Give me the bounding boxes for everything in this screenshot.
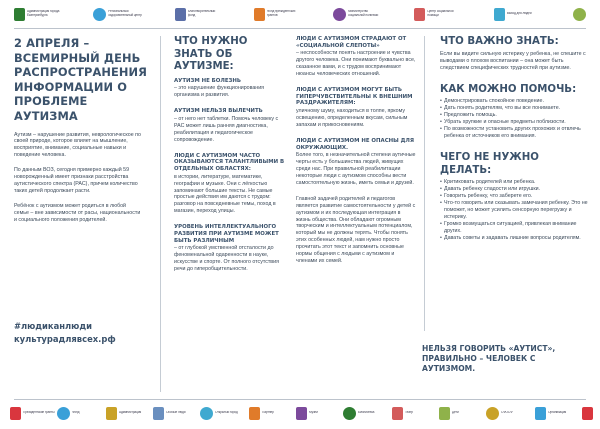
partner-logos-top — [0, 3, 600, 25]
hands-logo-icon — [573, 8, 586, 21]
fact-text: – неспособности понять настроение и чувства другого человека. Они понимают буквально все, сказанное вами, и с трудом воспринимают нюансы человеческих отношений. — [296, 50, 416, 78]
hashtag: #людиканлюди — [14, 321, 92, 331]
fact-block — [296, 196, 416, 265]
partner-logo — [486, 407, 535, 420]
center-logo-icon — [486, 407, 499, 420]
partner-logo-text: Региональный оздоровительный центр — [108, 10, 142, 17]
open-city-icon — [200, 407, 213, 420]
dont-heading: ЧЕГО НЕ НУЖНО ДЕЛАТЬ: — [440, 151, 539, 176]
partner-logo — [200, 407, 249, 420]
partner-logo-text: Организация — [548, 411, 567, 415]
fact-heading: АУТИЗМ НЕЛЬЗЯ ВЫЛЕЧИТЬ — [174, 108, 263, 115]
fact-block — [296, 36, 416, 78]
list-item: • Убрать хрупкие и опасные предметы поблизости. — [440, 119, 588, 126]
intro-paragraph: Ребёнок с аутизмом может родиться в любой семье – вне зависимости от расы, национальности и социального положения родителей. — [14, 202, 141, 223]
fact-block — [296, 138, 416, 187]
partner-logo — [333, 8, 382, 21]
partner-logo — [296, 407, 343, 420]
partner-logo-text: Особые люди — [166, 411, 186, 415]
facts-heading: ЧТО НУЖНО ЗНАТЬ ОБ АУТИЗМЕ: — [174, 36, 248, 73]
heart-logo-icon — [582, 407, 593, 420]
dont-list — [440, 179, 588, 241]
intro-column — [14, 36, 148, 224]
page-title: 2 АПРЕЛЯ – ВСЕМИРНЫЙ ДЕНЬ РАСПРОСТРАНЕНИЯ ИНФОРМАЦИИ О ПРОБЛЕМЕ АУТИЗМА — [14, 36, 148, 123]
fact-block — [174, 153, 288, 216]
bottom-divider — [14, 399, 586, 400]
fact-text: в истории, литературе, математике, географии и музыке. Они с лёгкостью запоминают большие тексты. Не самые простые действия им даются с трудом: разговор на повседневные темы, поход в магазин, переход улицы. — [174, 173, 276, 215]
partner-logo — [392, 407, 439, 420]
important-section — [440, 36, 588, 72]
partner-logo — [573, 8, 586, 21]
terminology-note: НЕЛЬЗЯ ГОВОРИТЬ «АУТИСТ», ПРАВИЛЬНО – ЧЕЛОВЕК С АУТИЗМОМ. — [422, 344, 556, 373]
partner-logo-text: Министерство социальной политики — [348, 10, 379, 17]
coat-of-arms-icon — [14, 8, 25, 21]
important-heading: ЧТО ВАЖНО ЗНАТЬ: — [440, 36, 559, 47]
partner-logo-text: Партнёр — [262, 411, 274, 415]
group-logo-icon — [494, 8, 505, 21]
facts-column — [174, 36, 288, 282]
crest-icon — [106, 407, 117, 420]
partner-logo-text: Дети — [452, 411, 459, 415]
fact-text: – это нарушение функционирования организма и развития. — [174, 85, 265, 99]
help-list — [440, 98, 588, 139]
fact-text: – от глубокой умственной отсталости до феноменальной одаренности в науке, искусстве и спорте. От полного отсутствия речи до гиперобщительности. — [174, 245, 279, 272]
culture-logo-icon — [153, 407, 164, 420]
advice-column — [440, 36, 588, 254]
partner-logo — [93, 8, 142, 21]
partner-logos-bottom — [0, 402, 600, 424]
partner-logo — [494, 8, 541, 21]
list-item: • Дать понять родителям, что вы все понимаете. — [440, 105, 588, 112]
list-item: • По возможности установить других прохожих и отвлечь ребенка от источников его внимания. — [440, 126, 588, 140]
column-divider — [424, 36, 425, 331]
fact-text: уличному шуму, находиться в толпе, яркому освещению, определенным вкусам, сильным запахам и прикосновениям. — [296, 108, 408, 128]
partner-logo-text: СФОСФ — [501, 411, 513, 415]
list-item: • Давать советы и задавать лишние вопросы родителям. — [440, 235, 588, 242]
list-item: • Демонстрировать спокойное поведение. — [440, 98, 588, 105]
fact-heading: ЛЮДИ С АУТИЗМОМ МОГУТ БЫТЬ ГИПЕРЧУВСТВИТЕЛЬНЫ К ВНЕШНИМ РАЗДРАЖИТЕЛЯМ: — [296, 87, 413, 107]
partner-logo — [439, 407, 486, 420]
partner-logo-text: Администрация города Екатеринбурга — [27, 10, 60, 17]
partner-logo — [414, 8, 461, 21]
fact-block — [174, 78, 288, 100]
partner-logo — [153, 407, 200, 420]
help-section — [440, 84, 588, 140]
intro-paragraph: Аутизм – нарушение развития, неврологическое по своей природе, которое влияет на мышление, восприятие, внимание, социальные навыки и поведение человека. — [14, 131, 141, 159]
partner-logo-icon — [249, 407, 260, 420]
partner-logo-text: Фонд — [72, 411, 80, 415]
list-item: • Давать ребенку сладости или игрушки. — [440, 186, 588, 193]
top-divider — [14, 28, 586, 29]
center-logo-icon — [414, 8, 425, 21]
fact-heading: ЛЮДИ С АУТИЗМОМ НЕ ОПАСНЫ ДЛЯ ОКРУЖАЮЩИХ. — [296, 137, 415, 151]
partner-logo — [343, 407, 392, 420]
ministry-logo-icon — [333, 8, 346, 21]
charity-logo-icon — [254, 8, 265, 21]
museum-logo-icon — [296, 407, 307, 420]
help-heading: КАК МОЖНО ПОМОЧЬ: — [440, 83, 577, 95]
partner-logo-text: Выход для людей — [506, 12, 532, 16]
partner-logo-text: Администрация — [119, 411, 142, 415]
partner-logo — [14, 8, 61, 21]
partner-logo-text: Библиотека — [358, 411, 375, 415]
website-link[interactable]: культурадлявсех.рф — [14, 334, 116, 344]
intro-paragraph: По данным ВОЗ, сегодня примерно каждый 59 новорожденный имеет признаки расстройства аутистического спектра (РАС), причем количество таких детей продолжает расти. — [14, 167, 138, 194]
fact-heading: ЛЮДИ С АУТИЗМОМ СТРАДАЮТ ОТ «СОЦИАЛЬНОЙ СЛЕПОТЫ» — [296, 36, 407, 49]
partner-logo — [57, 407, 106, 420]
partner-logo — [249, 407, 296, 420]
org-logo-icon — [535, 407, 546, 420]
fact-block — [174, 224, 288, 273]
partner-logo-text: Музей — [309, 411, 318, 415]
theater-logo-icon — [392, 407, 403, 420]
partner-logo-text: Театр — [405, 411, 413, 415]
partner-logo-text: Открытый город — [215, 411, 238, 415]
partner-logo — [535, 407, 582, 420]
kids-logo-icon — [439, 407, 450, 420]
fact-heading: ЛЮДИ С АУТИЗМОМ ЧАСТО ОКАЗЫВАЮТСЯ ТАЛАНТЛИВЫМИ В ОТДЕЛЬНЫХ ОБЛАСТЯХ: — [174, 152, 285, 173]
partner-logo — [10, 407, 57, 420]
fact-block — [296, 87, 416, 129]
library-logo-icon — [343, 407, 356, 420]
fact-heading: АУТИЗМ НЕ БОЛЕЗНЬ — [174, 77, 241, 84]
dont-section — [440, 152, 588, 242]
org-emblem-icon — [93, 8, 106, 21]
list-item: • Критиковать родителей или ребенка. — [440, 179, 588, 186]
partner-logo — [582, 407, 593, 420]
column-divider — [160, 36, 161, 392]
partner-logo-text: Благотворительный фонд — [187, 10, 216, 17]
fact-block — [174, 108, 288, 143]
emblem-icon — [57, 407, 70, 420]
list-item: • Что-то говорить или сказывать замечания ребенку. Это не поможет, но может усилить сенсорную перегрузку и истерику. — [440, 200, 588, 221]
fact-text: Более того, в незначительной степени аутичные черты есть у большинства людей, живущих среди нас. При правильной реабилитации некоторые люди с аутизмом способны вести самостоятельную жизнь, иметь семьи и друзей. — [296, 152, 416, 186]
partner-logo — [106, 407, 153, 420]
list-item: • Громко возмущаться ситуацией, привлекая внимание других. — [440, 221, 588, 235]
partner-logo-text: Президентские гранты — [23, 411, 55, 415]
list-item: • Говорить ребенку, что заберете его. — [440, 193, 588, 200]
partner-logo-text: Центр социальной помощи — [427, 10, 454, 17]
facts-column-continued — [296, 36, 416, 274]
fact-heading: УРОВЕНЬ ИНТЕЛЛЕКТУАЛЬНОГО РАЗВИТИЯ ПРИ АУТИЗМЕ МОЖЕТ БЫТЬ РАЗЛИЧНЫМ — [174, 224, 279, 244]
list-item: • Предложить помощь. — [440, 112, 588, 119]
campaign-tags — [14, 320, 149, 346]
partner-logo — [254, 8, 301, 21]
partner-logo-text: Фонд президентских грантов — [266, 10, 296, 17]
flag-icon — [10, 407, 21, 420]
fund-logo-icon — [175, 8, 186, 21]
partner-logo — [175, 8, 222, 21]
fact-text: – от него нет таблетки. Помочь человеку с РАС может лишь ранняя диагностика, реабилитация и педагогическое сопровождение. — [174, 116, 279, 143]
fact-text: Главной задачей родителей и педагогов является развитие самостоятельности у детей с аутизмом и их последующая интеграция в жизнь общества. Они обладают огромным творческим и интеллектуальным потенциалом, который мы не должны терять. Чтобы понять этих особенных людей, нам нужно просто прочитать этот текст и запомнить основные нормы общения с людьми с аутизмом и членами их семей. — [296, 195, 416, 264]
important-text: Если вы видите сильную истерику у ребенка, не спешите с выводами о плохом воспитании – она может быть следствием специфических трудностей при аутизме. — [440, 50, 586, 71]
